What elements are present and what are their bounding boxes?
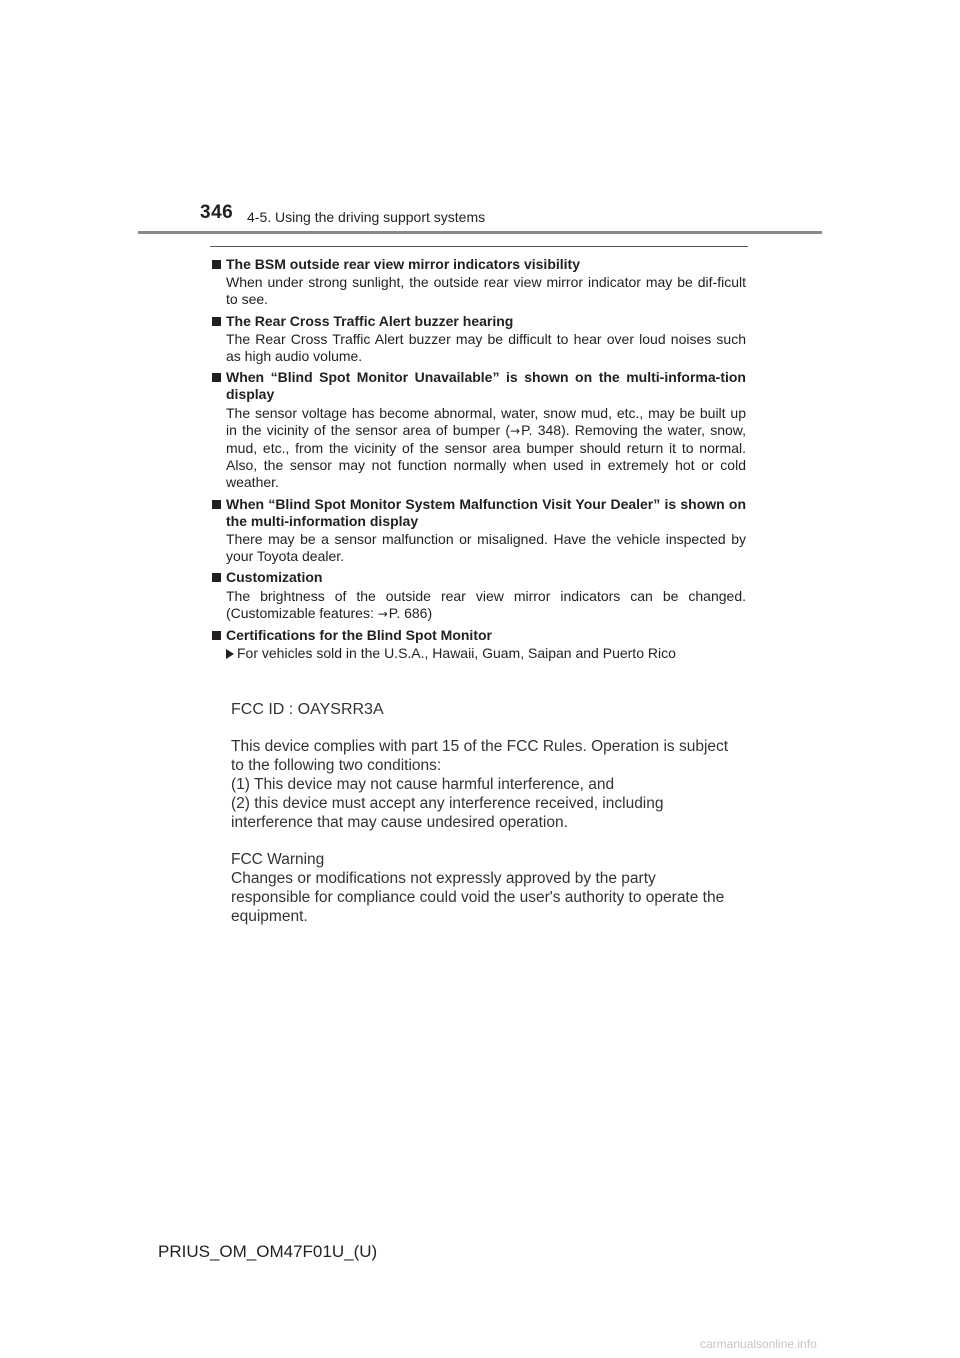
section-heading [212,313,746,330]
section-heading-text: Customization [226,569,323,586]
section-body [212,588,746,623]
page-number: 346 [200,202,234,223]
arrow-right-icon: → [510,423,521,438]
square-bullet-icon [212,631,221,640]
section-certifications [212,627,746,662]
section-bsm-unavailable [212,369,746,491]
page-reference-link[interactable]: P. 686 [388,604,428,621]
section-bsm-visibility [212,256,746,309]
section-heading-text: The BSM outside rear view mirror indicators visibility [226,256,580,272]
header-rule [138,231,822,234]
fcc-warning-text [231,850,740,926]
fcc-line: responsible for compliance could void the user's authority to operate the [231,889,725,906]
square-bullet-icon [212,373,221,382]
fcc-line: This device complies with part 15 of the FCC Rules. Operation is subject [231,738,729,755]
section-body: The Rear Cross Traffic Alert buzzer may be difficult to hear over loud noises such as high audio volume. [226,330,746,365]
section-customization [212,569,746,623]
arrow-right-icon: → [377,606,388,621]
section-heading [212,627,746,644]
section-body: There may be a sensor malfunction or misaligned. Have the vehicle inspected by your Toyota dealer. [226,531,746,565]
sub-item [212,645,746,662]
section-heading-text: When “Blind Spot Monitor Unavailable” is shown on the multi-informa-tion display [226,369,746,403]
section-heading [212,496,746,530]
watermark: carmanualsonline.info [700,1337,817,1351]
section-heading [212,256,746,273]
square-bullet-icon [212,317,221,326]
fcc-compliance-text [231,737,740,832]
fcc-line: to the following two conditions: [231,757,442,774]
fcc-line: (2) this device must accept any interference received, including [231,795,664,812]
section-heading [212,569,746,586]
footer-doc-code: PRIUS_OM_OM47F01U_(U) [158,1242,378,1261]
fcc-warning-title: FCC Warning [231,851,325,868]
main-content [212,256,746,666]
square-bullet-icon [212,500,221,509]
fcc-line: Changes or modifications not expressly approved by the party [231,870,656,887]
triangle-bullet-icon [226,649,234,659]
section-rcta-buzzer [212,313,746,366]
fcc-id: FCC ID : OAYSRR3A [231,701,384,718]
body-text-part: ) [427,604,433,621]
fcc-line: equipment. [231,908,308,925]
fcc-certification-image [220,700,740,926]
square-bullet-icon [212,573,221,582]
section-body: When under strong sunlight, the outside rear view mirror indicator may be dif-ficult to see. [226,274,746,308]
section-title: 4-5. Using the driving support systems [247,209,486,225]
page-reference-link[interactable]: P. 348 [521,421,562,438]
section-bsm-malfunction [212,496,746,566]
body-text-part: The brightness of the outside rear view mirror indicators can be changed. (Customizable features: [226,587,746,621]
section-heading-text: Certifications for the Blind Spot Monitor [226,627,492,644]
content-rule [210,246,748,247]
body-text-part: ). Removing the water, snow, mud, etc., from the vicinity of the sensor area bumper should return it to normal. Also, the sensor may not function normally when used in extremely hot or cold weather. [226,421,746,491]
square-bullet-icon [212,260,221,269]
section-heading-text: When “Blind Spot Monitor System Malfunction Visit Your Dealer” is shown on the multi-information display [226,495,746,529]
fcc-line: (1) This device may not cause harmful interference, and [231,776,615,793]
section-heading-text: The Rear Cross Traffic Alert buzzer hearing [226,312,514,329]
section-heading [212,369,746,403]
sub-item-text: For vehicles sold in the U.S.A., Hawaii, Guam, Saipan and Puerto Rico [237,645,676,662]
body-text-part: The sensor voltage has become abnormal, water, snow mud, etc., may be built up in the vicinity of the sensor area of bumper ( [226,404,746,438]
fcc-line: interference that may cause undesired operation. [231,814,568,831]
section-body [212,405,746,492]
